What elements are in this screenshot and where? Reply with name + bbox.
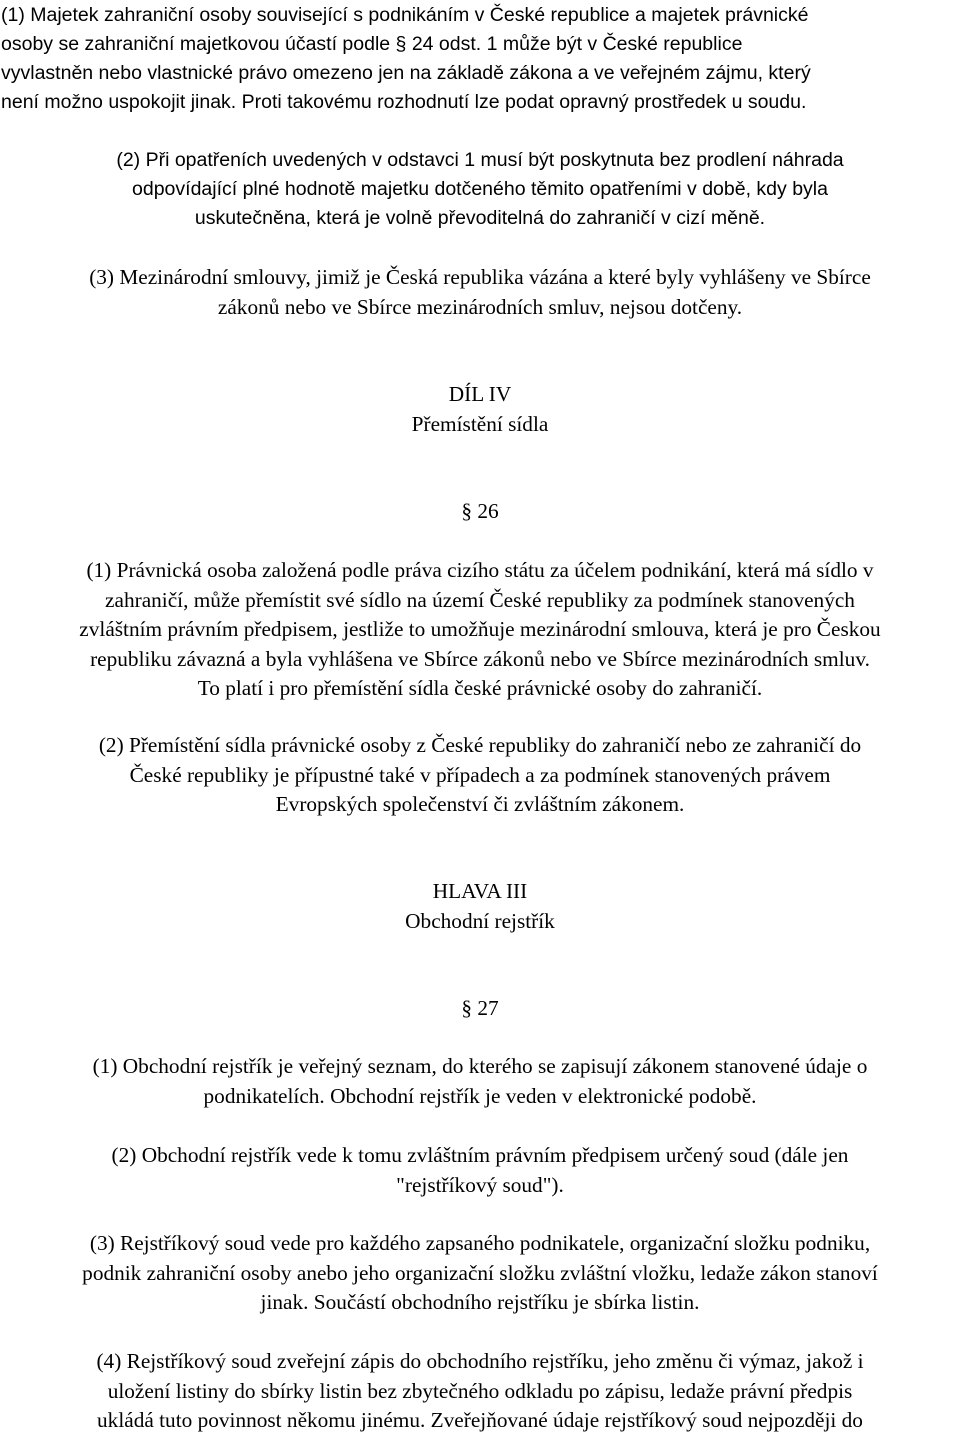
text-line: To platí i pro přemístění sídla české právnické osoby do zahraničí. — [197, 676, 763, 701]
paragraph-27-2 — [0, 1141, 960, 1200]
text-line: (2) Přemístění sídla právnické osoby z České republiky do zahraničí nebo ze zahraničí do — [98, 733, 862, 757]
text-line: republiku závazná a byla vyhlášena ve Sbírce zákonů nebo ve Sbírce mezinárodních smluv. — [90, 646, 870, 671]
section-26-heading — [0, 497, 960, 527]
paragraph-25-1 — [1, 1, 960, 117]
text-line: (1) Právnická osoba založená podle práva cizího státu za účelem podnikání, která má sídlo v — [86, 558, 874, 582]
paragraph-27-4 — [0, 1347, 960, 1436]
text-line: podnikatelích. Obchodní rejstřík je veden v elektronické podobě. — [203, 1083, 757, 1108]
head-heading — [0, 877, 960, 936]
section-27-heading — [0, 994, 960, 1024]
text-line: Evropských společenství či zvláštním zákonem. — [275, 792, 685, 817]
text-line: uložení listiny do sbírky listin bez zbytečného odkladu po zápisu, ledaže právní předpis — [107, 1378, 853, 1403]
part-title: Přemístění sídla — [411, 411, 549, 436]
text-line: (4) Rejstříkový soud zveřejní zápis do obchodního rejstříku, jeho změnu či výmaz, jakož i — [96, 1349, 864, 1373]
text-line: osoby se zahraniční majetkovou účastí podle § 24 odst. 1 může být v České republice — [1, 33, 743, 55]
text-line: zákonů nebo ve Sbírce mezinárodních smluv, nejsou dotčeny. — [217, 294, 743, 319]
part-number: DÍL IV — [448, 382, 512, 406]
text-line: uskutečněna, která je volně převoditelná do zahraničí v cizí měně. — [194, 207, 766, 229]
paragraph-26-1 — [0, 556, 960, 704]
head-number: HLAVA III — [432, 879, 528, 903]
text-line: není možno uspokojit jinak. Proti takovému rozhodnutí lze podat opravný prostředek u soudu. — [1, 91, 807, 113]
head-title: Obchodní rejstřík — [405, 908, 555, 933]
part-heading — [0, 380, 960, 439]
text-line: ukládá tuto povinnost někomu jinému. Zveřejňované údaje rejstříkový soud nejpozději do — [97, 1408, 863, 1433]
paragraph-27-3 — [0, 1229, 960, 1318]
section-number: § 27 — [461, 996, 499, 1020]
paragraph-25-2 — [0, 146, 960, 233]
text-line: podnik zahraniční osoby anebo jeho organizační složku zvláštní vložku, ledaže zákon stanoví — [82, 1260, 878, 1285]
paragraph-25-3 — [0, 263, 960, 322]
text-line: zvláštním právním předpisem, jestliže to umožňuje mezinárodní smlouva, která je pro Českou — [79, 617, 881, 642]
paragraph-27-1 — [0, 1052, 960, 1111]
text-line: České republiky je přípustné také v případech a za podmínek stanovených právem — [129, 762, 831, 787]
text-line: (1) Majetek zahraniční osoby související s podnikáním v České republice a majetek právnické — [1, 4, 809, 26]
text-line: jinak. Součástí obchodního rejstříku je sbírka listin. — [260, 1290, 700, 1315]
text-line: (3) Rejstříkový soud vede pro každého zapsaného podnikatele, organizační složku podniku, — [89, 1231, 871, 1255]
text-line: "rejstříkový soud"). — [396, 1172, 564, 1197]
text-line: zahraničí, může přemístit své sídlo na území České republiky za podmínek stanovených — [105, 587, 855, 612]
section-number: § 26 — [461, 499, 499, 523]
text-line: (2) Obchodní rejstřík vede k tomu zvláštním právním předpisem určený soud (dále jen — [111, 1143, 849, 1167]
text-line: odpovídající plné hodnotě majetku dotčeného těmito opatřeními v době, kdy byla — [132, 178, 828, 200]
text-line: (3) Mezinárodní smlouvy, jimiž je Česká republika vázána a které byly vyhlášeny ve Sbírce — [89, 265, 871, 289]
text-line: (2) Při opatřeních uvedených v odstavci 1 musí být poskytnuta bez prodlení náhrada — [116, 149, 844, 171]
text-line: (1) Obchodní rejstřík je veřejný seznam, do kterého se zapisují zákonem stanovené údaje o — [92, 1054, 868, 1078]
paragraph-26-2 — [0, 731, 960, 820]
text-line: vyvlastněn nebo vlastnické právo omezeno jen na základě zákona a ve veřejném zájmu, který — [1, 62, 811, 84]
